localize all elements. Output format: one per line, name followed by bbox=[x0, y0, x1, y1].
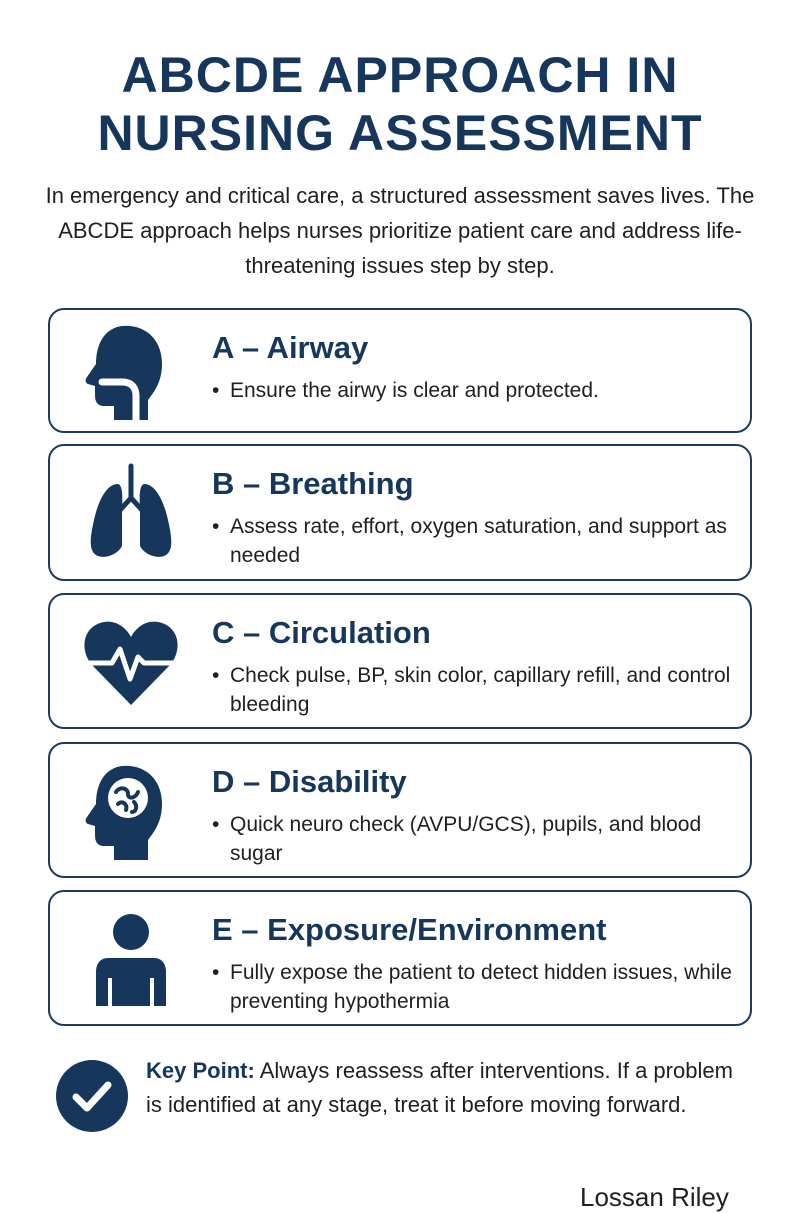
key-point-body: Always reassess after interventions. If a problem is identified at any stage, treat it before moving forward. bbox=[146, 1058, 733, 1117]
title-line-1: ABCDE APPROACH IN bbox=[121, 47, 679, 103]
card-bullet: • Quick neuro check (AVPU/GCS), pupils, and blood sugar bbox=[212, 810, 732, 868]
card-breathing bbox=[48, 444, 752, 581]
card-disability bbox=[48, 742, 752, 878]
checkmark-icon bbox=[56, 1060, 128, 1132]
card-bullet: • Ensure the airwy is clear and protected. bbox=[212, 376, 732, 405]
intro-text: In emergency and critical care, a structured assessment saves lives. The ABCDE approach helps nurses prioritize patient care and address life-threatening issues step by step. bbox=[45, 183, 755, 278]
card-bullet: • Assess rate, effort, oxygen saturation, and support as needed bbox=[212, 512, 732, 570]
page-title bbox=[0, 46, 800, 162]
card-bullet: • Check pulse, BP, skin color, capillary refill, and control bleeding bbox=[212, 661, 732, 719]
head-brain-icon bbox=[78, 762, 184, 862]
key-point-text bbox=[146, 1054, 746, 1122]
card-heading: A – Airway bbox=[212, 330, 369, 365]
key-point-label: Key Point: bbox=[146, 1058, 255, 1083]
card-heading: D – Disability bbox=[212, 764, 407, 799]
card-circulation bbox=[48, 593, 752, 729]
key-point bbox=[56, 1054, 756, 1164]
head-airway-icon bbox=[78, 322, 184, 422]
card-airway bbox=[48, 308, 752, 433]
heart-pulse-icon bbox=[78, 613, 184, 713]
card-heading: C – Circulation bbox=[212, 615, 431, 650]
lungs-icon bbox=[78, 462, 184, 562]
card-bullet: • Fully expose the patient to detect hidden issues, while preventing hypothermia bbox=[212, 958, 732, 1016]
title-line-2: NURSING ASSESSMENT bbox=[97, 105, 703, 161]
card-heading: B – Breathing bbox=[212, 466, 414, 501]
signature: Lossan Riley bbox=[580, 1182, 729, 1212]
card-heading: E – Exposure/Environment bbox=[212, 912, 607, 947]
person-icon bbox=[78, 910, 184, 1010]
card-exposure bbox=[48, 890, 752, 1026]
